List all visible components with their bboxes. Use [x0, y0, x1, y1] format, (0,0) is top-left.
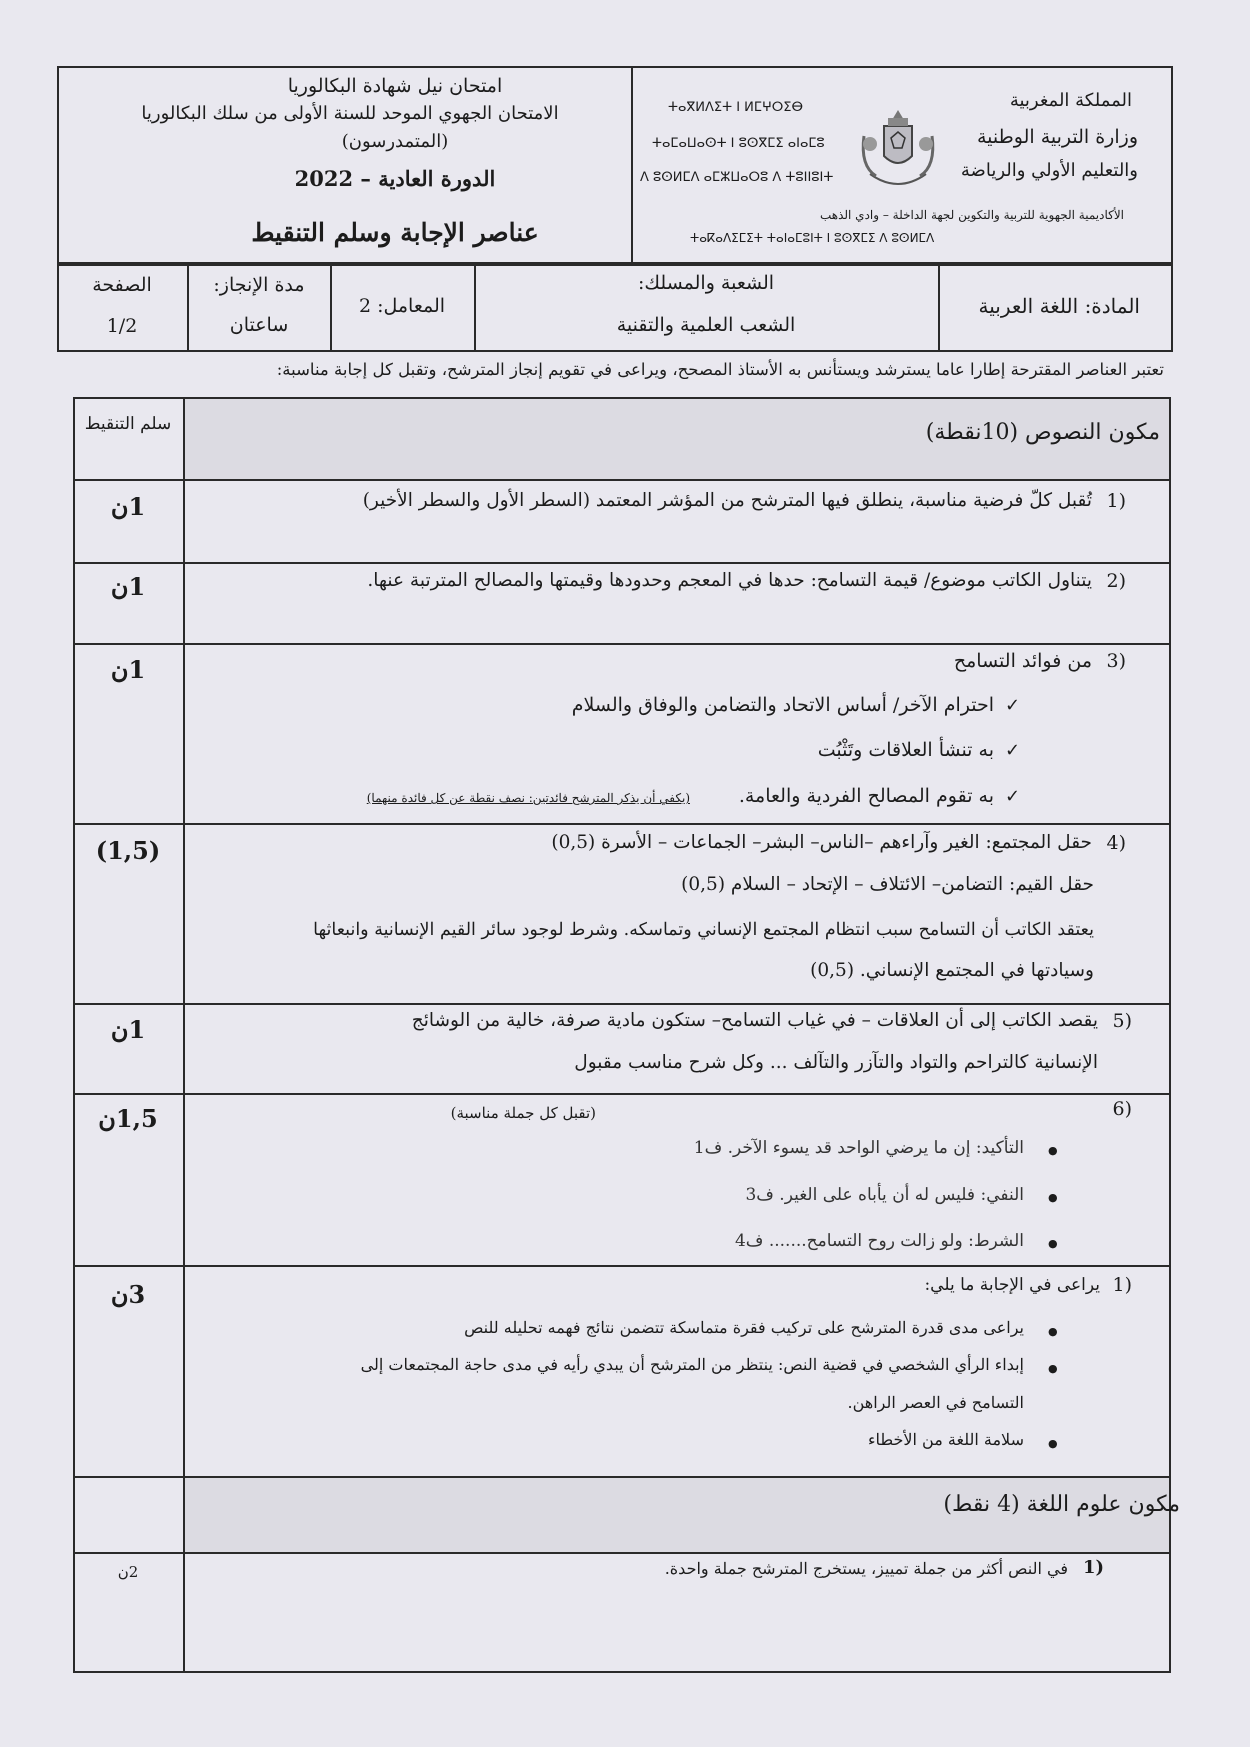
bullet-icon: ●: [1048, 1191, 1058, 1204]
q3-score: 1ن: [110, 655, 146, 684]
q4-line-1: حقل المجتمع: الغير وآراءهم –الناس– البشر– الجماعات – الأسرة (0,5): [551, 832, 1092, 853]
tifinagh-line-3: ⴷ ⵓⵙⵍⵎⴷ ⴰⵎⵣⵡⴰⵔⵓ ⴷ ⵜⵓⵏⵏⵓⵏⵜ: [640, 170, 834, 185]
q7-score: 3ن: [110, 1280, 146, 1309]
q4-number: 4): [1106, 832, 1126, 854]
q2-number: 2): [1106, 570, 1126, 592]
q8-number: 1): [1082, 1557, 1104, 1578]
section1-title: مكون النصوص (10نقطة): [925, 420, 1160, 445]
q7-item-2-cont: التسامح في العصر الراهن.: [847, 1393, 1024, 1412]
q1-text: تُقبل كلّ فرضية مناسبة، ينطلق فيها المترشح من المؤشر المعتمد (السطر الأول والسطر الأخير): [362, 490, 1092, 511]
q3-item-3: به تقوم المصالح الفردية والعامة.: [738, 785, 994, 807]
session: الدورة العادية – 2022: [294, 166, 496, 191]
check-icon: ✓: [1005, 740, 1021, 761]
q5-number: 5): [1112, 1010, 1132, 1032]
q3-item-1: احترام الآخر/ أساس الاتحاد والتضامن والوفاق والسلام: [571, 694, 994, 716]
check-icon: ✓: [1005, 695, 1021, 716]
q8-text: في النص أكثر من جملة تمييز، يستخرج المترشح جملة واحدة.: [664, 1559, 1068, 1578]
bullet-icon: ●: [1048, 1362, 1058, 1375]
duration-value: ساعتان: [229, 314, 289, 336]
q5-line-1: يقصد الكاتب إلى أن العلاقات – في غياب التسامح– ستكون مادية صرفة، خالية من الوشائج: [411, 1010, 1098, 1031]
q3-item-2: به تنشأ العلاقات وتَثْبُت: [817, 739, 994, 761]
q6-item-2: النفي: فليس له أن يأباه على الغير. ف3: [745, 1185, 1024, 1205]
q6-number: 6): [1112, 1098, 1132, 1120]
kingdom-line-3: والتعليم الأولي والرياضة: [960, 160, 1138, 181]
exam-candidates: (المتمدرسون): [341, 131, 449, 152]
exam-subtitle: الامتحان الجهوي الموحد للسنة الأولى من سلك البكالوريا: [141, 103, 559, 124]
intro-text: تعتبر العناصر المقترحة إطارا عاما يسترشد ويستأنس به الأستاذ المصحح، ويراعى في تقويم إنجاز المترشح، وتقبل كل إجابة مناسبة:: [276, 360, 1164, 379]
q4-line-2: حقل القيم: التضامن– الائتلاف – الإتحاد – السلام (0,5): [681, 874, 1094, 895]
document-title: عناصر الإجابة وسلم التنقيط: [251, 218, 539, 247]
duration-label: مدة الإنجاز:: [213, 274, 305, 296]
section2-title: مكون علوم اللغة (4 نقط): [943, 1492, 1180, 1517]
q7-item-3: سلامة اللغة من الأخطاء: [867, 1430, 1024, 1449]
bullet-icon: ●: [1048, 1437, 1058, 1450]
q6-score: 1,5ن: [98, 1104, 158, 1133]
score-column-header: سلم التنقيط: [84, 414, 172, 434]
q1-score: 1ن: [110, 492, 146, 521]
q6-item-3: الشرط: ولو زالت روح التسامح....... ف4: [734, 1231, 1024, 1251]
q6-item-1: التأكيد: إن ما يرضي الواحد قد يسوء الآخر. ف1: [693, 1138, 1024, 1158]
bullet-icon: ●: [1048, 1237, 1058, 1250]
q7-number: 1): [1112, 1274, 1132, 1296]
q7-item-2: إبداء الرأي الشخصي في قضية النص: ينتظر من المترشح أن يبدي رأيه في مدى حاجة المجتمعات إلى: [360, 1355, 1024, 1374]
q3-title: من فوائد التسامح: [953, 650, 1092, 672]
bullet-icon: ●: [1048, 1325, 1058, 1338]
q5-line-2: الإنسانية كالتراحم والتواد والتآزر والتآلف ... وكل شرح مناسب مقبول: [574, 1052, 1098, 1073]
q8-score: 2ن: [117, 1563, 139, 1581]
kingdom-line-2: وزارة التربية الوطنية: [977, 126, 1138, 148]
academy-tifinagh: ⵜⴰⴽⴰⴷⵉⵎⵉⵜ ⵜⴰⵏⴰⵎⵓⵏⵜ ⵏ ⵓⵙⴳⵎⵉ ⴷ ⵓⵙⵍⵎⴷ: [690, 231, 935, 245]
kingdom-line-1: المملكة المغربية: [1009, 90, 1132, 111]
header-divider: [631, 66, 633, 264]
exam-title: امتحان نيل شهادة البكالوريا: [287, 75, 503, 97]
q3-number: 3): [1106, 650, 1126, 672]
q4-line-3: يعتقد الكاتب أن التسامح سبب انتظام المجتمع الإنساني وتماسكه. وشرط لوجود سائر القيم الإنسانية وانبعاثها: [313, 920, 1094, 940]
q2-text: يتناول الكاتب موضوع/ قيمة التسامح: حدها في المعجم وحدودها وقيمتها والمصالح المترتبة عنها.: [367, 570, 1092, 591]
coat-of-arms-emblem: [850, 96, 946, 196]
q7-intro: يراعى في الإجابة ما يلي:: [924, 1275, 1100, 1295]
page-label: الصفحة: [92, 274, 152, 296]
academy-line: الأكاديمية الجهوية للتربية والتكوين لجهة الداخلة – وادي الذهب: [819, 208, 1124, 222]
q4-score: (1,5): [95, 836, 161, 865]
q2-score: 1ن: [110, 572, 146, 601]
q5-score: 1ن: [110, 1015, 146, 1044]
bullet-icon: ●: [1048, 1144, 1058, 1157]
tifinagh-line-2: ⵜⴰⵎⴰⵡⴰⵙⵜ ⵏ ⵓⵙⴳⵎⵉ ⴰⵏⴰⵎⵓ: [652, 136, 825, 151]
subject-label: المادة: اللغة العربية: [978, 294, 1140, 318]
branch-value: الشعب العلمية والتقنية: [616, 314, 796, 336]
q1-number: 1): [1106, 490, 1126, 512]
q7-item-1: يراعى مدى قدرة المترشح على تركيب فقرة متماسكة تتضمن نتائج فهمه تحليله للنص: [464, 1318, 1024, 1337]
q3-note: (يكفي أن يذكر المترشح فائدتين: نصف نقطة عن كل فائدة منهما): [366, 791, 690, 805]
q6-note: (تقبل كل جملة مناسبة): [450, 1104, 596, 1122]
check-icon: ✓: [1005, 786, 1021, 807]
coefficient: المعامل: 2: [358, 295, 446, 317]
q4-line-4: وسيادتها في المجتمع الإنساني. (0,5): [810, 960, 1094, 981]
branch-label: الشعبة والمسلك:: [637, 272, 775, 294]
tifinagh-line-1: ⵜⴰⴳⵍⴷⵉⵜ ⵏ ⵍⵎⵖⵔⵉⴱ: [668, 100, 804, 115]
page-value: 1/2: [106, 315, 138, 337]
